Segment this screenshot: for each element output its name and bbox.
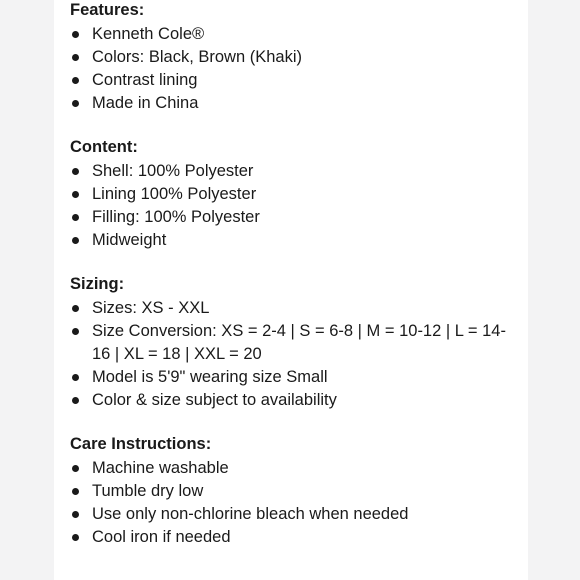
section-title: Features: (70, 1, 145, 19)
list-item (70, 480, 510, 503)
list-item (70, 23, 510, 46)
list-item (70, 160, 510, 183)
bullet-icon (72, 488, 79, 495)
list-item (70, 206, 510, 229)
list-item-text: Model is 5'9" wearing size Small (92, 368, 328, 386)
list-item (70, 503, 510, 526)
bullet-list (70, 457, 510, 549)
list-item (70, 229, 510, 252)
bullet-icon (72, 534, 79, 541)
list-item (70, 526, 510, 549)
list-item (70, 389, 510, 412)
list-item (70, 183, 510, 206)
list-item-text: Size Conversion: XS = 2-4 | S = 6-8 | M = 10-12 | L = 14-16 | XL = 18 | XXL = 20 (92, 322, 506, 363)
list-item (70, 366, 510, 389)
bullet-icon (72, 77, 79, 84)
bullet-icon (72, 237, 79, 244)
list-item (70, 320, 510, 366)
list-item-text: Color & size subject to availability (92, 391, 337, 409)
section-content (70, 137, 510, 252)
list-item-text: Made in China (92, 94, 199, 112)
bullet-icon (72, 100, 79, 107)
bullet-list (70, 23, 510, 115)
list-item-text: Cool iron if needed (92, 528, 231, 546)
bullet-icon (72, 328, 79, 335)
list-item-text: Colors: Black, Brown (Khaki) (92, 48, 302, 66)
section-care-instructions (70, 434, 510, 549)
list-item (70, 92, 510, 115)
bullet-icon (72, 374, 79, 381)
section-title: Sizing: (70, 275, 125, 293)
bullet-icon (72, 465, 79, 472)
bullet-icon (72, 305, 79, 312)
bullet-icon (72, 397, 79, 404)
list-item-text: Contrast lining (92, 71, 198, 89)
bullet-list (70, 297, 510, 412)
bullet-icon (72, 191, 79, 198)
section-title: Content: (70, 138, 138, 156)
bullet-icon (72, 511, 79, 518)
bullet-icon (72, 168, 79, 175)
list-item-text: Shell: 100% Polyester (92, 162, 254, 180)
list-item-text: Kenneth Cole® (92, 25, 205, 43)
bullet-icon (72, 214, 79, 221)
list-item (70, 457, 510, 480)
product-description (70, 0, 510, 571)
list-item (70, 69, 510, 92)
bullet-icon (72, 54, 79, 61)
bullet-icon (72, 31, 79, 38)
section-sizing (70, 274, 510, 412)
list-item-text: Machine washable (92, 459, 229, 477)
list-item-text: Filling: 100% Polyester (92, 208, 260, 226)
list-item-text: Sizes: XS - XXL (92, 299, 210, 317)
bullet-list (70, 160, 510, 252)
list-item-text: Tumble dry low (92, 482, 204, 500)
list-item (70, 46, 510, 69)
list-item (70, 297, 510, 320)
list-item-text: Lining 100% Polyester (92, 185, 257, 203)
section-features (70, 0, 510, 115)
list-item-text: Midweight (92, 231, 167, 249)
section-title: Care Instructions: (70, 435, 212, 453)
list-item-text: Use only non-chlorine bleach when needed (92, 505, 409, 523)
